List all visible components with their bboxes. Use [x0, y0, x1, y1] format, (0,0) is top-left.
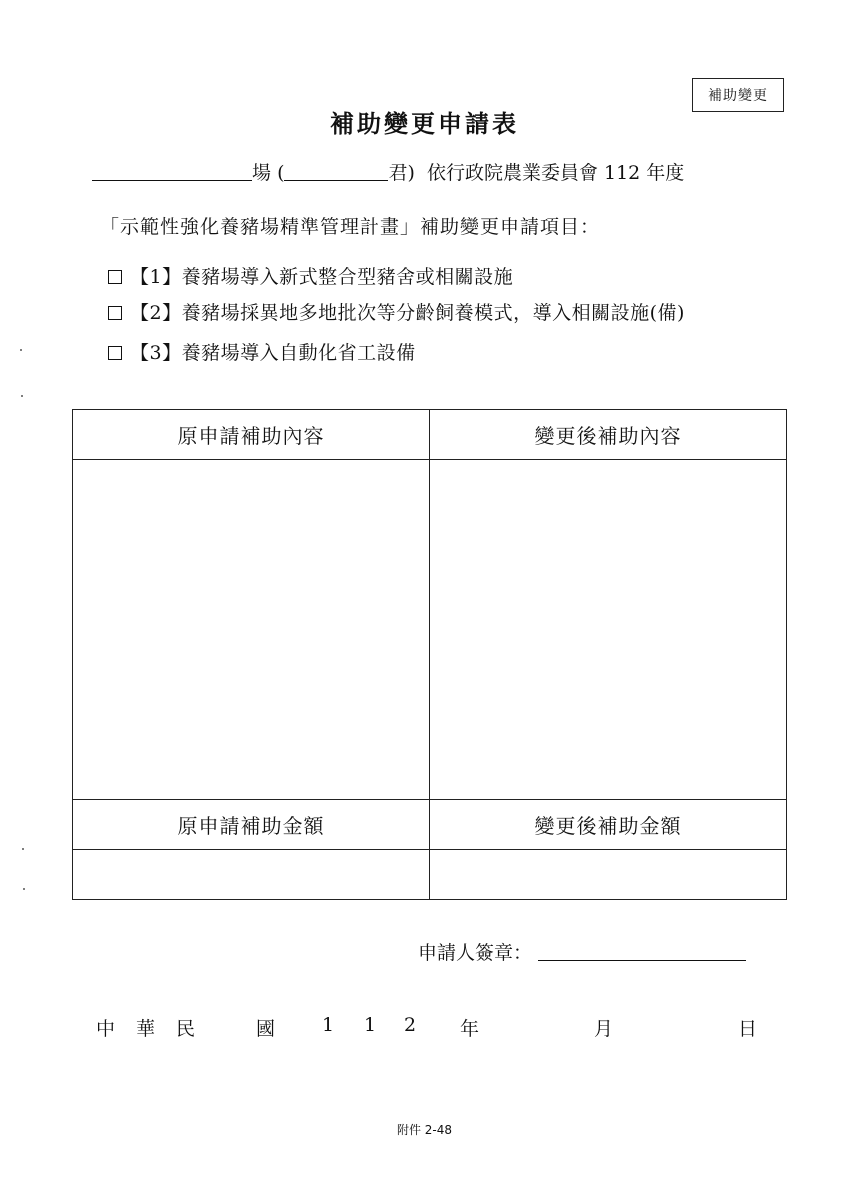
option-label-1: 【1】養豬場導入新式整合型豬舍或相關設施: [130, 266, 514, 288]
checkbox-option-3[interactable]: [108, 346, 122, 360]
changed-content-header: 變更後補助內容: [430, 410, 787, 460]
changed-amount-field[interactable]: [430, 850, 787, 900]
page-footer: 附件 2-48: [396, 1123, 453, 1137]
scan-speck: [23, 888, 25, 890]
checkbox-option-1[interactable]: [108, 270, 122, 284]
date-year-digit-2: 1: [364, 1014, 377, 1036]
original-amount-field[interactable]: [73, 850, 430, 900]
changed-content-field[interactable]: [430, 460, 787, 800]
option-label-2: 【2】養豬場採異地多地批次等分齡飼養模式，導入相關設施(備): [130, 302, 685, 324]
date-char-hua: 華: [136, 1018, 156, 1040]
date-char-min: 民: [176, 1018, 196, 1040]
person-suffix: 君): [388, 162, 415, 184]
subsidy-change-table: [72, 409, 787, 900]
date-month-label: 月: [594, 1018, 614, 1040]
changed-amount-header: 變更後補助金額: [430, 800, 787, 850]
farm-name-field[interactable]: [92, 160, 252, 181]
applicant-line: [92, 158, 684, 185]
option-item-2[interactable]: [108, 298, 685, 325]
original-amount-header: 原申請補助金額: [73, 800, 430, 850]
scan-speck: [21, 395, 23, 397]
scan-speck: [20, 349, 22, 351]
option-label-3: 【3】養豬場導入自動化省工設備: [130, 342, 416, 364]
person-open-paren: (: [277, 162, 285, 184]
person-name-field[interactable]: [284, 160, 388, 181]
signature-field[interactable]: [538, 940, 746, 961]
date-day-label: 日: [738, 1018, 758, 1040]
date-year-digit-3: 2: [404, 1014, 417, 1036]
option-item-1[interactable]: [108, 262, 513, 289]
option-item-3[interactable]: [108, 338, 416, 365]
original-content-field[interactable]: [73, 460, 430, 800]
date-char-zhong: 中: [96, 1018, 116, 1040]
signature-label: 申請人簽章：: [418, 942, 533, 964]
page-title: 補助變更申請表: [330, 109, 519, 138]
plan-line: 「示範性強化養豬場精準管理計畫」補助變更申請項目：: [100, 216, 601, 238]
intro-text: 依行政院農業委員會 112 年度: [426, 162, 685, 184]
farm-suffix: 場: [252, 162, 272, 184]
date-char-guo: 國: [256, 1018, 276, 1040]
date-row: [96, 1014, 756, 1040]
original-content-header: 原申請補助內容: [73, 410, 430, 460]
checkbox-option-2[interactable]: [108, 306, 122, 320]
date-year-digit-1: 1: [322, 1014, 335, 1036]
scan-speck: [22, 848, 24, 850]
form-tag-label: 補助變更: [708, 88, 768, 104]
date-year-label: 年: [460, 1018, 480, 1040]
signature-row: [418, 938, 746, 965]
